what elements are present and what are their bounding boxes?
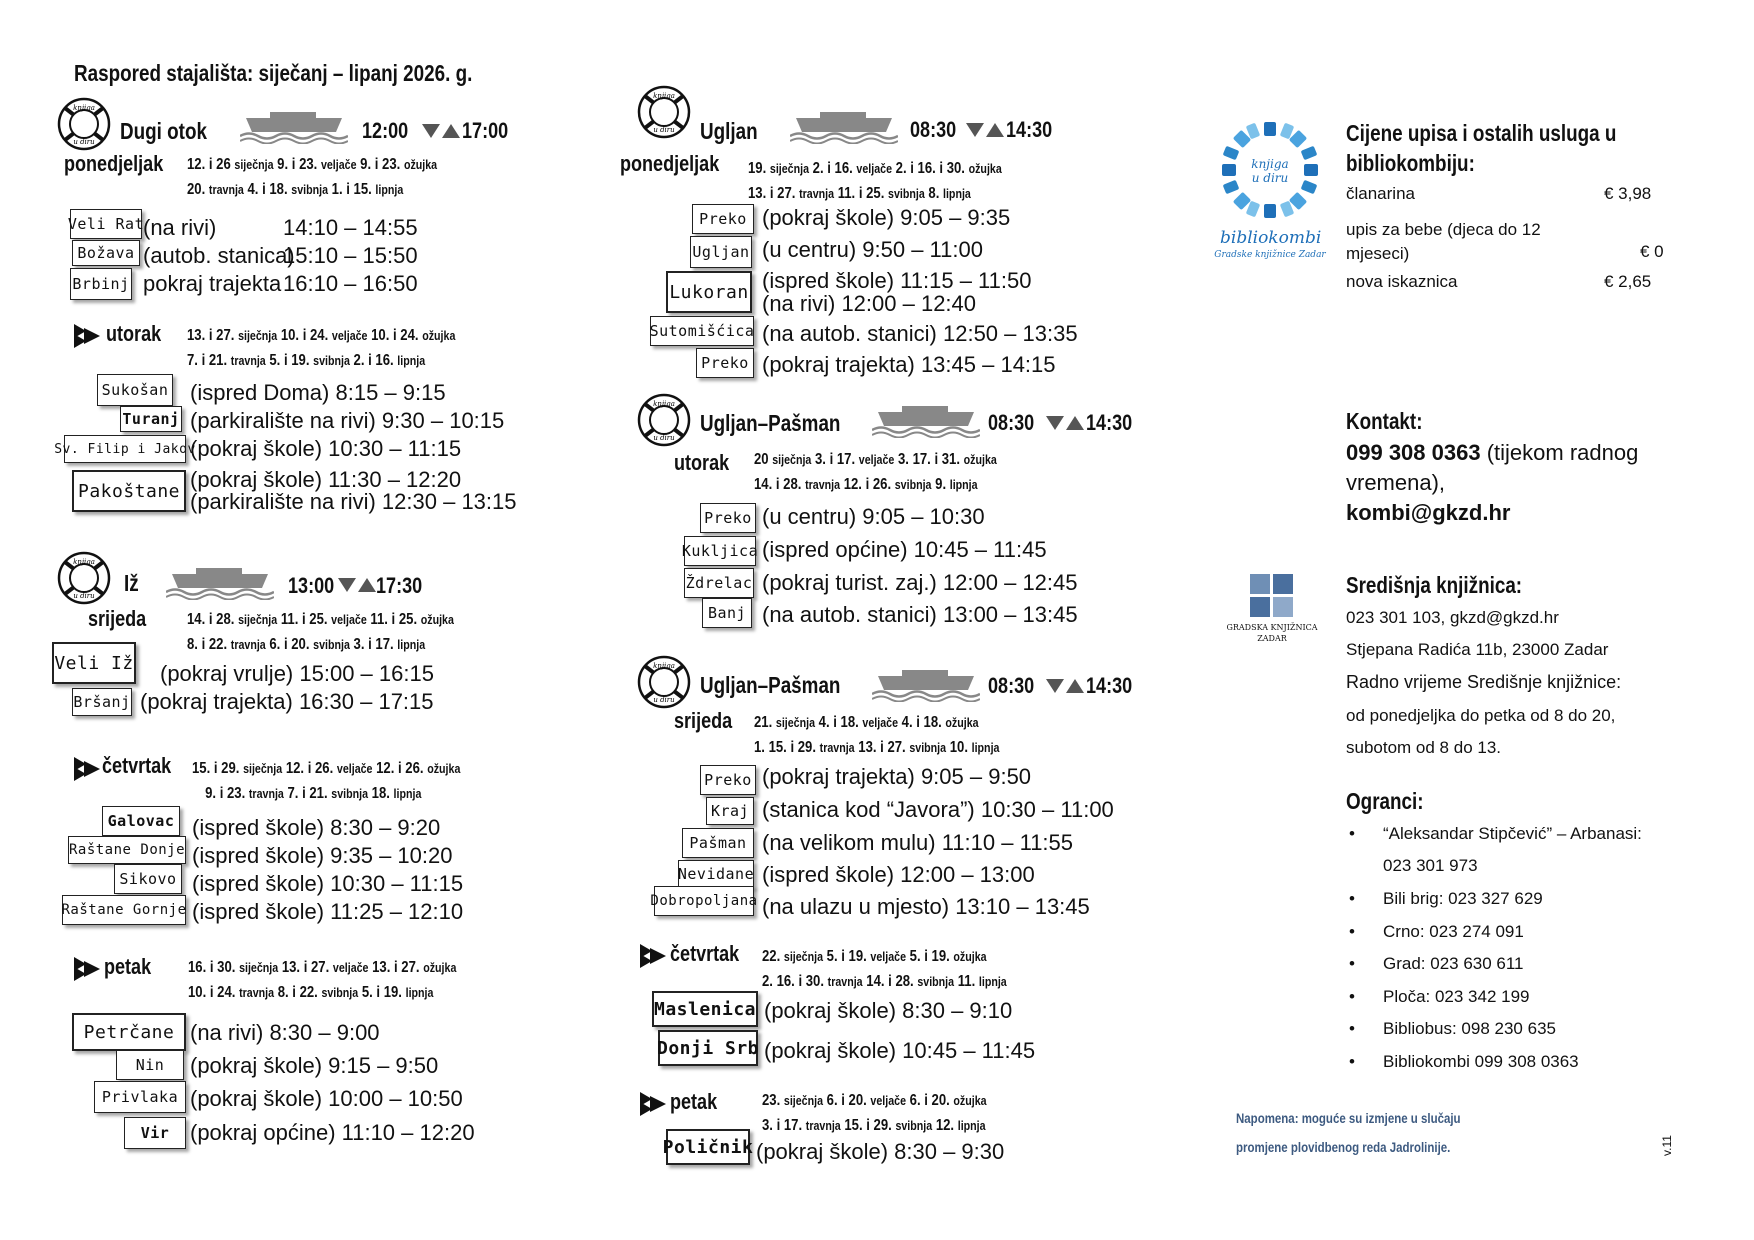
out-back-arrows-icon bbox=[966, 121, 1006, 139]
destination-dugi-otok: Dugi otok bbox=[120, 118, 207, 144]
departure-time: 08:30 bbox=[910, 117, 957, 142]
branches-heading: Ogranci: bbox=[1346, 788, 1424, 814]
dates-block: 14. i 28. siječnja 11. i 25. veljače 11. i 25. ožujka 8. i 22. travnja 6. i 20. svibnja 3. i 17. lipnja bbox=[187, 611, 454, 653]
out-back-arrows-icon bbox=[1046, 414, 1086, 432]
note: Napomena: moguće su izmjene u slučaju promjene plovidbenog reda Jadrolinije. bbox=[1236, 1110, 1461, 1155]
stop-time: 15:10 – 15:50 bbox=[283, 243, 418, 268]
branch-item: • Bibliobus: 098 230 635 bbox=[1383, 1019, 1556, 1039]
stop-place: (na rivi) bbox=[143, 215, 217, 240]
lifebuoy-logo-icon bbox=[636, 84, 692, 140]
stop-entry: (na autob. stanici) 13:00 – 13:45 bbox=[762, 602, 1078, 627]
svg-text:knjiga: knjiga bbox=[653, 92, 675, 100]
branch-item: • Crno: 023 274 091 bbox=[1383, 922, 1524, 942]
destination-ugljan: Ugljan bbox=[700, 118, 758, 144]
double-play-icon bbox=[640, 1092, 666, 1116]
branch-item: 023 301 973 bbox=[1383, 856, 1478, 875]
stop-sign: Brbinj bbox=[70, 268, 132, 300]
day-label: petak bbox=[104, 954, 152, 979]
stop-sign: Božava bbox=[72, 240, 140, 266]
branch-item: • Ploča: 023 342 199 bbox=[1383, 987, 1530, 1007]
stop-sign: Donji Srb bbox=[658, 1030, 758, 1066]
return-time: 14:30 bbox=[1086, 410, 1133, 435]
stop-entry: (ispred škole) 11:25 – 12:10 bbox=[192, 899, 464, 924]
central-line: od ponedjeljka do petka od 8 do 20, bbox=[1346, 706, 1616, 725]
ferry-icon bbox=[166, 566, 274, 600]
lifebuoy-logo-icon bbox=[56, 550, 112, 606]
stop-sign: Petrčane bbox=[72, 1013, 186, 1051]
stop-place: pokraj trajekta bbox=[143, 271, 282, 296]
dates-block: 12. i 26 siječnja 9. i 23. veljače 9. i 23. ožujka 20. travnja 4. i 18. svibnja 1. i 15. lipnja bbox=[187, 156, 438, 198]
logo-text: u diru bbox=[1251, 171, 1289, 185]
branch-item: • “Aleksandar Stipčević” – Arbanasi: bbox=[1383, 824, 1642, 844]
day-label: četvrtak bbox=[670, 941, 740, 966]
stop-sign: Raštane Gornje bbox=[62, 895, 186, 925]
departure-time: 08:30 bbox=[988, 673, 1035, 698]
gkzd-logo-icon bbox=[1250, 574, 1294, 618]
stop-sign: Pašman bbox=[682, 828, 754, 858]
stop-entry: (pokraj škole) 10:00 – 10:50 bbox=[190, 1086, 463, 1111]
ferry-icon bbox=[240, 110, 348, 144]
stop-entry: (pokraj trajekta) 13:45 – 14:15 bbox=[762, 352, 1056, 377]
stop-sign: Sutomišćica bbox=[650, 316, 754, 346]
ferry-icon bbox=[790, 110, 898, 144]
day-label: srijeda bbox=[674, 708, 733, 733]
stop-sign: Pakoštane bbox=[72, 470, 186, 512]
price-value: € 3,98 bbox=[1604, 184, 1652, 203]
day-label: srijeda bbox=[88, 606, 147, 631]
stop-sign: Raštane Donje bbox=[68, 836, 186, 864]
svg-text:knjiga: knjiga bbox=[73, 558, 95, 566]
contact-heading: Kontakt: bbox=[1346, 408, 1423, 434]
out-back-arrows-icon bbox=[338, 576, 378, 594]
stop-entry: (na autob. stanici) 12:50 – 13:35 bbox=[762, 321, 1078, 346]
stop-entry: (pokraj trajekta) 16:30 – 17:15 bbox=[140, 689, 434, 714]
stop-sign: Bršanj bbox=[72, 688, 132, 716]
ferry-icon bbox=[872, 668, 980, 702]
stop-entry: (pokraj škole) 8:30 – 9:10 bbox=[764, 998, 1013, 1023]
day-label: četvrtak bbox=[102, 753, 172, 778]
version-label: v.11 bbox=[1660, 1135, 1674, 1156]
departure-time: 08:30 bbox=[988, 410, 1035, 435]
stop-entry: (u centru) 9:50 – 11:00 bbox=[762, 237, 983, 262]
price-value: € 2,65 bbox=[1604, 272, 1652, 291]
out-back-arrows-icon bbox=[422, 122, 462, 140]
stop-sign: Preko bbox=[700, 503, 756, 533]
stop-sign: Veli Rat bbox=[70, 209, 142, 239]
day-label: ponedjeljak bbox=[64, 151, 164, 176]
stop-sign: Nevidane bbox=[678, 860, 754, 888]
dates-block: 20 siječnja 3. i 17. veljače 3. 17. i 31. ožujka 14. i 28. travnja 12. i 26. svibnja 9. lipnja bbox=[754, 451, 997, 493]
stop-sign: Dobropoljana bbox=[654, 886, 754, 916]
dates-block: 16. i 30. siječnja 13. i 27. veljače 13. i 27. ožujka 10. i 24. travnja 8. i 22. svibnja 5. i 19. lipnja bbox=[188, 959, 457, 1001]
return-time: 14:30 bbox=[1086, 673, 1133, 698]
stop-sign: Turanj bbox=[120, 406, 182, 432]
branch-item: • Bibliokombi 099 308 0363 bbox=[1383, 1052, 1579, 1072]
lifebuoy-logo-icon bbox=[56, 96, 112, 152]
stop-sign: Sv. Filip i Jakov bbox=[64, 435, 186, 463]
lifebuoy-logo-icon bbox=[636, 392, 692, 448]
stop-place: (autob. stanica) bbox=[143, 243, 295, 268]
svg-text:u diru: u diru bbox=[73, 592, 95, 600]
dates-block: 22. siječnja 5. i 19. veljače 5. i 19. ožujka 2. 16. i 30. travnja 14. i 28. svibnja 11. lipnja bbox=[762, 948, 1007, 990]
stop-sign: Lukoran bbox=[666, 271, 752, 313]
stop-entry: (ispred škole) 10:30 – 11:15 bbox=[192, 871, 464, 896]
stop-time: 14:10 – 14:55 bbox=[283, 215, 418, 240]
price-label: upis za bebe (djeca do 12 mjeseci) bbox=[1346, 220, 1541, 263]
dates-block: 13. i 27. siječnja 10. i 24. veljače 10. i 24. ožujka 7. i 21. travnja 5. i 19. svibnja 2. i 16. lipnja bbox=[187, 327, 456, 369]
stop-sign: Galovac bbox=[102, 806, 180, 836]
svg-text:knjiga: knjiga bbox=[73, 104, 95, 112]
branch-item: • Grad: 023 630 611 bbox=[1383, 954, 1524, 974]
double-play-icon bbox=[74, 757, 100, 781]
stop-sign: Preko bbox=[692, 204, 754, 234]
stop-entry: (pokraj vrulje) 15:00 – 16:15 bbox=[160, 661, 434, 686]
gkzd-logo-text: GRADSKA KNJIŽNICA ZADAR bbox=[1226, 623, 1318, 643]
ferry-icon bbox=[872, 404, 980, 438]
stop-entry: (pokraj škole) 8:30 – 9:30 bbox=[756, 1139, 1005, 1164]
stop-sign: Kukljica bbox=[684, 536, 756, 566]
stop-entry: (u centru) 9:05 – 10:30 bbox=[762, 504, 985, 529]
stop-entry: (parkiralište na rivi) 9:30 – 10:15 bbox=[190, 408, 505, 433]
logo-text: knjiga bbox=[1251, 157, 1289, 171]
stop-sign: Poličnik bbox=[666, 1129, 750, 1165]
central-line: 023 301 103, gkzd@gkzd.hr bbox=[1346, 608, 1559, 627]
stop-entry: (pokraj trajekta) 9:05 – 9:50 bbox=[762, 764, 1032, 789]
stop-entry: (na rivi) 12:00 – 12:40 bbox=[762, 291, 977, 316]
stop-entry: (ispred Doma) 8:15 – 9:15 bbox=[190, 380, 446, 405]
double-play-icon bbox=[74, 324, 100, 348]
stop-entry: (ispred općine) 10:45 – 11:45 bbox=[762, 537, 1047, 562]
return-time: 14:30 bbox=[1006, 117, 1053, 142]
stop-entry: (ispred škole) 12:00 – 13:00 bbox=[762, 862, 1035, 887]
stop-sign: Kraj bbox=[706, 797, 754, 825]
stop-sign: Ždrelac bbox=[684, 568, 754, 598]
stop-entry: (parkiralište na rivi) 12:30 – 13:15 bbox=[190, 489, 517, 514]
stop-entry: (ispred škole) 9:35 – 10:20 bbox=[192, 843, 453, 868]
stop-entry: (na velikom mulu) 11:10 – 11:55 bbox=[762, 830, 1074, 855]
day-label: petak bbox=[670, 1089, 718, 1114]
svg-text:u diru: u diru bbox=[653, 696, 675, 704]
stop-entry: (na ulazu u mjesto) 13:10 – 13:45 bbox=[762, 894, 1090, 919]
stop-sign: Nin bbox=[116, 1050, 184, 1080]
stop-entry: (pokraj škole) 9:05 – 9:35 bbox=[762, 205, 1011, 230]
stop-entry: (pokraj turist. zaj.) 12:00 – 12:45 bbox=[762, 570, 1078, 595]
central-heading: Središnja knjižnica: bbox=[1346, 572, 1523, 598]
stop-sign: Ugljan bbox=[690, 236, 752, 268]
double-play-icon bbox=[640, 944, 666, 968]
stop-sign: Vir bbox=[124, 1117, 186, 1149]
day-label: utorak bbox=[674, 450, 730, 475]
stop-sign: Veli Iž bbox=[52, 642, 136, 684]
stop-sign: Sukošan bbox=[97, 374, 173, 406]
logo-subtitle: Gradske knjižnice Zadar bbox=[1214, 250, 1326, 260]
stop-entry: (stanica kod “Javora”) 10:30 – 11:00 bbox=[762, 797, 1114, 822]
contact-info bbox=[1346, 438, 1686, 528]
destination-iz: Iž bbox=[124, 570, 139, 596]
svg-text:u diru: u diru bbox=[653, 126, 675, 134]
dates-block: 23. siječnja 6. i 20. veljače 6. i 20. ožujka 3. i 17. travnja 15. i 29. svibnja 12. lipnja bbox=[762, 1092, 987, 1134]
page-title: Raspored stajališta: siječanj – lipanj 2026. g. bbox=[74, 60, 473, 86]
stop-sign: Privlaka bbox=[94, 1081, 186, 1113]
destination-ugljan-pasman: Ugljan–Pašman bbox=[700, 672, 841, 698]
price-value: € 0 bbox=[1640, 242, 1664, 261]
prices-heading: Cijene upisa i ostalih usluga u bibliokombiju: bbox=[1346, 120, 1617, 176]
day-label: ponedjeljak bbox=[620, 151, 720, 176]
contact-note: (tijekom radnog vremena), bbox=[1346, 440, 1639, 495]
stop-sign: Maslenica bbox=[652, 991, 758, 1027]
bibliokombi-logo-icon bbox=[1220, 120, 1320, 220]
day-label: utorak bbox=[106, 321, 162, 346]
departure-time: 12:00 bbox=[362, 118, 409, 143]
dates-block: 19. siječnja 2. i 16. veljače 2. i 16. i 30. ožujka 13. i 27. travnja 11. i 25. svibnja 8. lipnja bbox=[748, 160, 1002, 202]
stop-sign: Preko bbox=[696, 348, 754, 378]
stop-entry: (pokraj škole) 11:30 – 12:20 bbox=[190, 467, 462, 492]
stop-entry: (pokraj škole) 9:15 – 9:50 bbox=[190, 1053, 439, 1078]
svg-text:u diru: u diru bbox=[653, 434, 675, 442]
out-back-arrows-icon bbox=[1046, 677, 1086, 695]
svg-text:knjiga: knjiga bbox=[653, 400, 675, 408]
double-play-icon bbox=[74, 957, 100, 981]
logo-title: bibliokombi bbox=[1220, 228, 1322, 248]
lifebuoy-logo-icon bbox=[636, 654, 692, 710]
stop-entry: (ispred škole) 8:30 – 9:20 bbox=[192, 815, 441, 840]
price-label: članarina bbox=[1346, 184, 1415, 203]
stop-sign: Banj bbox=[702, 598, 752, 628]
svg-text:knjiga: knjiga bbox=[653, 662, 675, 670]
contact-email: kombi@gkzd.hr bbox=[1346, 500, 1511, 525]
stop-entry: (pokraj škole) 10:30 – 11:15 bbox=[190, 436, 462, 461]
destination-ugljan-pasman: Ugljan–Pašman bbox=[700, 410, 841, 436]
stop-entry: (pokraj škole) 10:45 – 11:45 bbox=[764, 1038, 1036, 1063]
svg-text:u diru: u diru bbox=[73, 138, 95, 146]
dates-block: 21. siječnja 4. i 18. veljače 4. i 18. ožujka 1. 15. i 29. travnja 13. i 27. svibnja 10. lipnja bbox=[754, 714, 1000, 756]
dates-block: 15. i 29. siječnja 12. i 26. veljače 12. i 26. ožujka 9. i 23. travnja 7. i 21. svibnja 18. lipnja bbox=[192, 760, 461, 802]
return-time: 17:00 bbox=[462, 118, 509, 143]
central-line: Radno vrijeme Središnje knjižnice: bbox=[1346, 672, 1622, 692]
branch-item: • Bili brig: 023 327 629 bbox=[1383, 889, 1543, 909]
stop-time: 16:10 – 16:50 bbox=[283, 271, 418, 296]
stop-entry: (ispred škole) 11:15 – 11:50 bbox=[762, 268, 1032, 293]
central-line: Stjepana Radića 11b, 23000 Zadar bbox=[1346, 640, 1609, 659]
return-time: 17:30 bbox=[376, 573, 423, 598]
contact-phone: 099 308 0363 bbox=[1346, 440, 1481, 465]
stop-sign: Preko bbox=[700, 765, 756, 795]
stop-entry: (na rivi) 8:30 – 9:00 bbox=[190, 1020, 380, 1045]
central-line: subotom od 8 do 13. bbox=[1346, 738, 1502, 757]
departure-time: 13:00 bbox=[288, 573, 335, 598]
price-label: nova iskaznica bbox=[1346, 272, 1458, 291]
stop-entry: (pokraj općine) 11:10 – 12:20 bbox=[190, 1120, 475, 1145]
stop-sign: Sikovo bbox=[114, 864, 182, 894]
